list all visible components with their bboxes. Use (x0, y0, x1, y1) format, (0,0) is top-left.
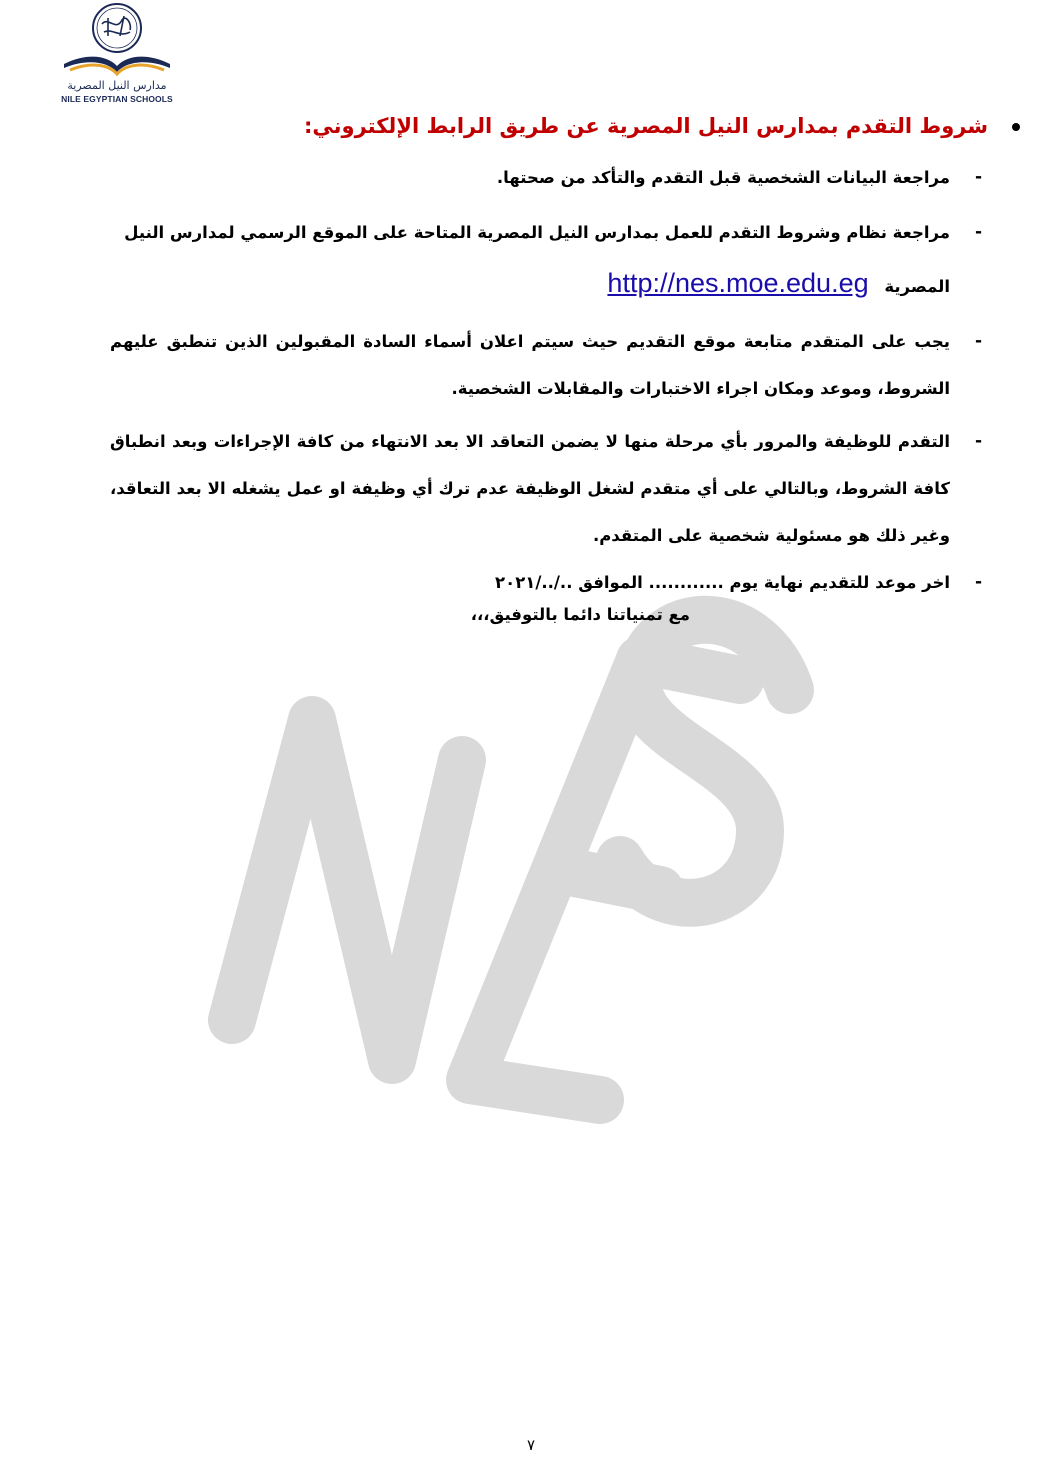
list-item (110, 318, 990, 412)
section-heading: شروط التقدم بمدارس النيل المصرية عن طريق الرابط الإلكتروني: (304, 114, 988, 138)
dash-bullet-icon: - (974, 572, 982, 592)
list-item (110, 154, 990, 201)
document-body (110, 106, 990, 630)
list-item-text: يجب على المتقدم متابعة موقع التقديم حيث سيتم اعلان أسماء السادة المقبولين الذين تنطبق عليهم الشروط، وموعد ومكان اجراء الاختبارات والمقابلات الشخصية. (110, 332, 950, 398)
logo-english-name: NILE EGYPTIAN SCHOOLS (61, 94, 173, 104)
watermark-letter-e (470, 660, 740, 1100)
dash-bullet-icon: - (974, 222, 982, 242)
school-logo (58, 2, 176, 106)
logo-arabic-name: مدارس النيل المصرية (67, 79, 167, 92)
list-item-text: التقدم للوظيفة والمرور بأي مرحلة منها لا يضمن التعاقد الا بعد الانتهاء من كافة الإجراءات وبعد انطباق كافة الشروط، وبالتالي على أي متقدم لشغل الوظيفة عدم ترك أي وظيفة او عمل يشغله الا بعد التعاقد، وغير ذلك هو مسئولية شخصية على المتقدم. (110, 432, 950, 545)
list-item-text: مراجعة البيانات الشخصية قبل التقدم والتأكد من صحتها. (496, 168, 950, 187)
page-number: ٧ (526, 1436, 536, 1454)
website-link[interactable]: http://nes.moe.edu.eg (607, 268, 869, 298)
dash-bullet-icon: - (974, 167, 982, 187)
bullet-dot-icon (1012, 123, 1020, 131)
list-item-text: اخر موعد للتقديم نهاية يوم ............ الموافق ../../٢٠٢١ (495, 573, 950, 592)
list-item (110, 418, 990, 559)
list-item-tail: المصرية (884, 277, 950, 296)
list-item (110, 559, 990, 606)
dash-bullet-icon: - (974, 431, 982, 451)
watermark-letter-s (620, 620, 790, 903)
logo-emblem-icon (58, 2, 176, 82)
watermark-letter-n (232, 720, 462, 1060)
list-item-continuation (110, 256, 950, 310)
list-item (110, 209, 990, 310)
dash-bullet-icon: - (974, 331, 982, 351)
list-item-text: مراجعة نظام وشروط التقدم للعمل بمدارس النيل المصرية المتاحة على الموقع الرسمي لمدارس النيل (124, 223, 950, 242)
section-heading-row (110, 106, 990, 146)
closing-remark: مع تمنياتنا دائما بالتوفيق،،، (470, 605, 690, 624)
conditions-list (110, 154, 990, 606)
